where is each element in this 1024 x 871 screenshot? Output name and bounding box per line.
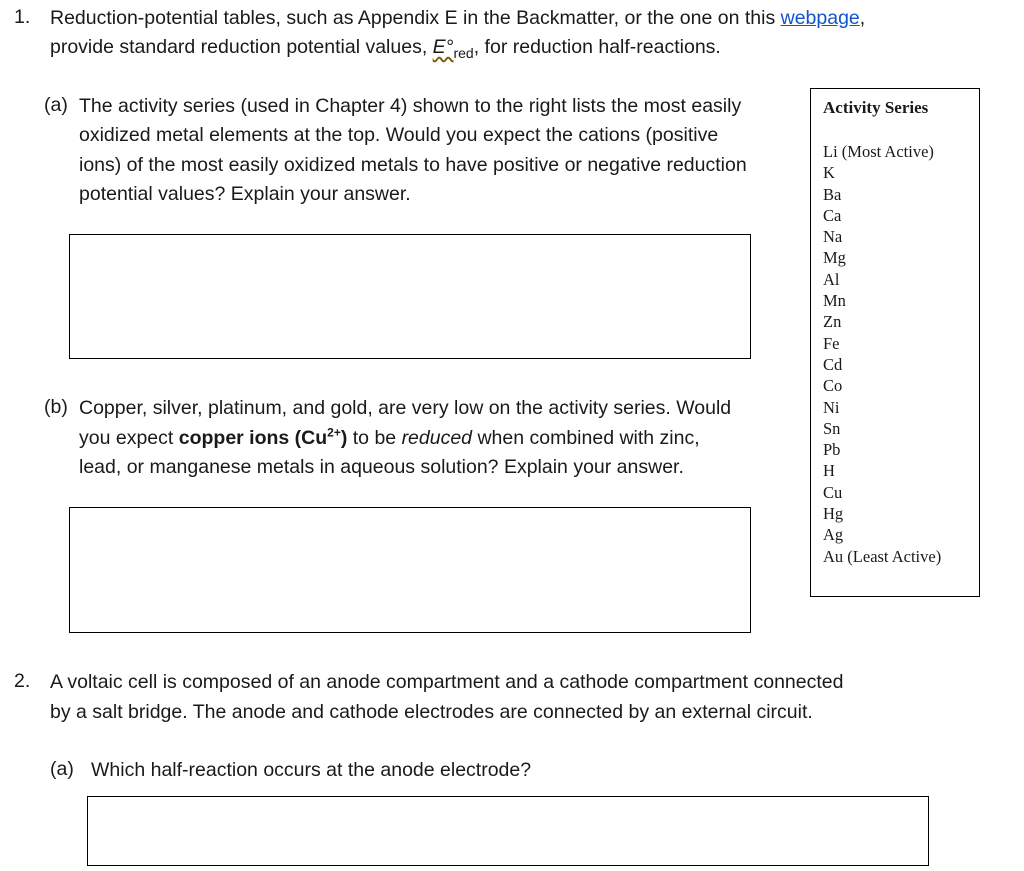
question-1b-label: (b)	[44, 396, 68, 418]
activity-series-item: Na	[823, 227, 843, 247]
activity-series-item: Fe	[823, 333, 840, 353]
activity-series-item: Ag	[823, 525, 844, 545]
question-2-number: 2.	[14, 670, 31, 692]
activity-series-title: Activity Series	[823, 98, 929, 117]
activity-series-item: Mg	[823, 248, 846, 268]
activity-series-item: Ca	[823, 205, 842, 225]
activity-series-item: Cd	[823, 354, 843, 374]
question-1b-line-1: Copper, silver, platinum, and gold, are very low on the activity series. Would	[79, 397, 732, 419]
activity-series-item: Cu	[823, 482, 843, 502]
activity-series-item: Li (Most Active)	[823, 142, 934, 161]
question-2-line: by a salt bridge. The anode and cathode electrodes are connected by an external circuit.	[50, 701, 813, 723]
answer-box-1b[interactable]	[69, 507, 751, 633]
activity-series-item: Sn	[823, 418, 841, 438]
question-1a-line: ions) of the most easily oxidized metals to have positive or negative reduction	[79, 154, 747, 176]
answer-box-2a[interactable]	[87, 796, 929, 866]
answer-input-1b[interactable]	[70, 508, 750, 632]
answer-input-1a[interactable]	[70, 235, 750, 358]
activity-series-item: Au (Least Active)	[823, 546, 942, 566]
activity-series-item: Zn	[823, 312, 842, 332]
question-1a-line: potential values? Explain your answer.	[79, 183, 411, 205]
question-2a-text: Which half-reaction occurs at the anode electrode?	[91, 759, 532, 781]
question-1a-label: (a)	[44, 94, 68, 116]
activity-series-item: Mn	[823, 291, 846, 311]
activity-series-item: Co	[823, 376, 843, 396]
question-1b-line-2: you expect copper ions $(Cu^{2+})$ to be reduced when combined with zinc,	[79, 425, 700, 449]
activity-series-table	[810, 88, 980, 597]
question-1a-line: oxidized metal elements at the top. Would you expect the cations (positive	[79, 124, 719, 146]
activity-series-item: Al	[823, 269, 840, 289]
activity-series-item: H	[823, 461, 835, 481]
question-1-line-2: provide standard reduction potential values, $E^\circ_{red}$, for reduction half-reactions.	[50, 36, 721, 61]
question-1b-line-3: lead, or manganese metals in aqueous solution? Explain your answer.	[79, 456, 684, 478]
activity-series-item: Ni	[823, 397, 840, 417]
standard-reduction-potential-symbol: $E^\circ_{red}$	[432, 36, 474, 61]
answer-box-1a[interactable]	[69, 234, 751, 359]
question-1a-line: The activity series (used in Chapter 4) shown to the right lists the most easily	[79, 95, 742, 117]
activity-series-item: Ba	[823, 184, 842, 204]
activity-series-list	[823, 141, 941, 567]
webpage-link[interactable]: webpage	[780, 7, 860, 29]
activity-series-item: K	[823, 163, 835, 183]
question-2-line: A voltaic cell is composed of an anode compartment and a cathode compartment connected	[50, 671, 844, 693]
question-2a-label: (a)	[50, 758, 74, 780]
activity-series-item: Hg	[823, 504, 844, 524]
question-1-line-1: Reduction-potential tables, such as Appendix E in the Backmatter, or the one on this webpage,	[50, 7, 866, 29]
copper-ions-term: copper ions $(Cu^{2+})$	[178, 425, 348, 449]
question-1-number: 1.	[14, 6, 31, 28]
activity-series-item: Pb	[823, 440, 841, 460]
